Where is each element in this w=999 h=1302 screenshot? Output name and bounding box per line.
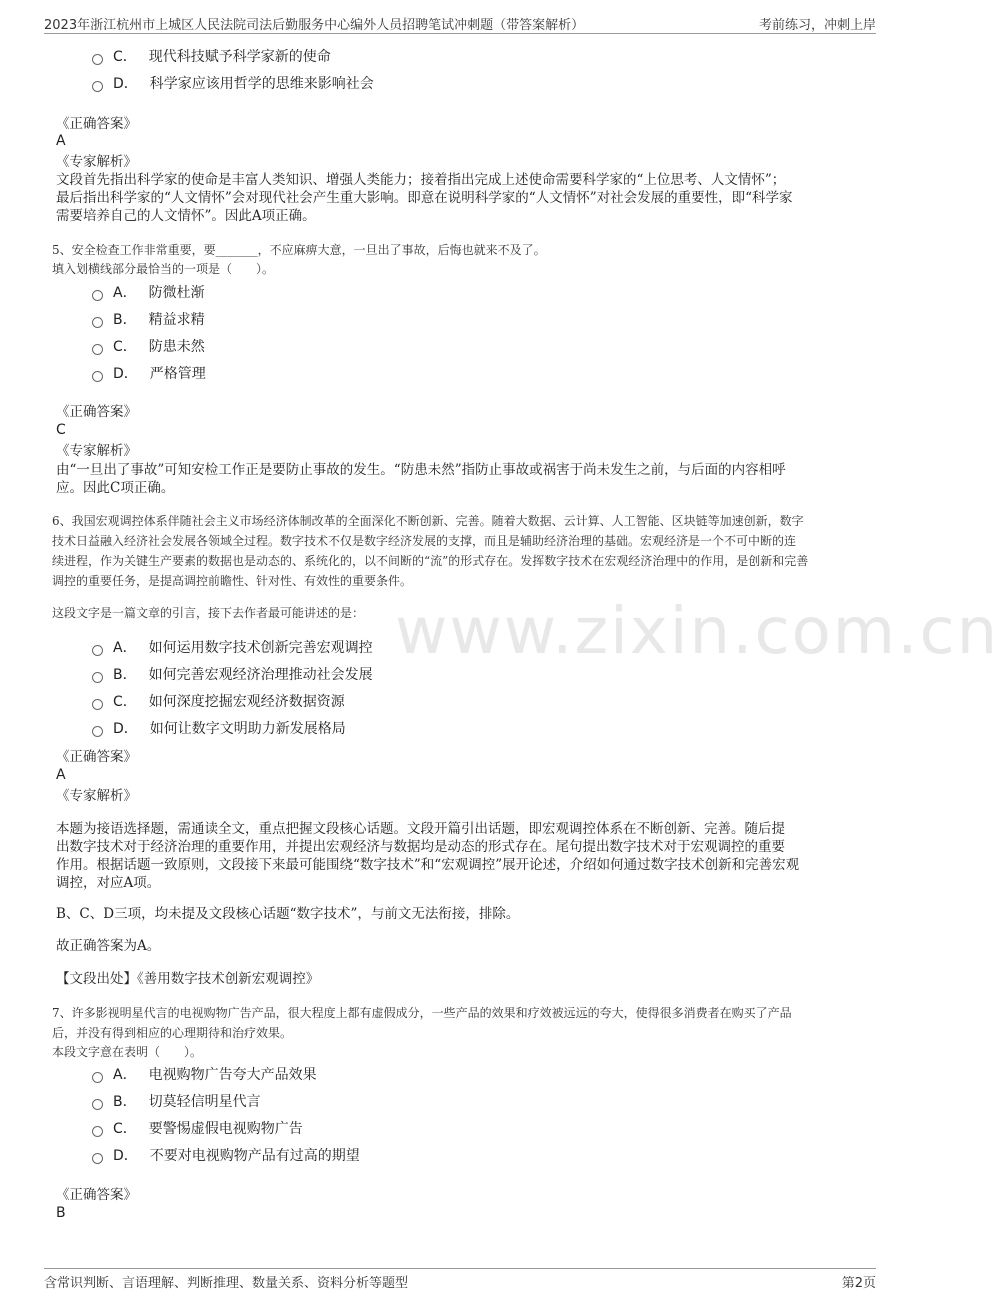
radio-icon[interactable] — [92, 699, 103, 710]
q6-stem-line: 6、我国宏观调控体系伴随社会主义市场经济体制改革的全面深化不断创新、完善。随着大数据、云计算、人工智能、区块链等加速创新，数字 — [52, 514, 804, 528]
q6-analysis-extra: B、C、D三项，均未提及文段核心话题“数字技术”，与前文无法衔接，排除。 — [56, 906, 520, 922]
q6-prompt: 这段文字是一篇文章的引言，接下去作者最可能讲述的是： — [52, 606, 365, 620]
page-number: 第2页 — [841, 1276, 876, 1291]
q4-answer-heading: 《正确答案》 — [56, 116, 137, 132]
q5-analysis-line: 应。因此C项正确。 — [56, 480, 175, 496]
radio-icon[interactable] — [92, 726, 103, 737]
q4-analysis-line: 最后指出科学家的“人文情怀”会对现代社会产生重大影响。即意在说明科学家的“人文情怀”对社会发展的重要性，即“科学家 — [56, 190, 793, 206]
radio-icon[interactable] — [92, 344, 103, 355]
radio-icon[interactable] — [92, 672, 103, 683]
q7-stem-line: 后，并没有得到相应的心理期待和治疗效果。 — [52, 1026, 293, 1040]
q6-analysis-line: 作用。根据话题一致原则，文段接下来最可能围绕“数字技术”和“宏观调控”展开论述，介绍如何通过数字技术创新和完善宏观 — [56, 857, 800, 873]
q5-option-d[interactable]: D． 严格管理 — [92, 363, 206, 383]
page-footer-note: 含常识判断、言语理解、判断推理、数量关系、资料分析等题型 — [44, 1276, 409, 1291]
radio-icon[interactable] — [92, 645, 103, 656]
q5-option-a[interactable]: A． 防微杜渐 — [92, 282, 205, 302]
radio-icon[interactable] — [92, 54, 103, 65]
q5-analysis-line: 由“一旦出了事故”可知安检工作正是要防止事故的发生。“防患未然”指防止事故或祸害于尚未发生之前，与后面的内容相呼 — [56, 462, 786, 478]
q5-prompt: 填入划横线部分最恰当的一项是（ ）。 — [52, 262, 275, 276]
watermark: www.zixin.com.cn — [395, 595, 999, 669]
q5-option-b[interactable]: B． 精益求精 — [92, 309, 205, 329]
q5-stem: 5、安全检查工作非常重要，要_______，不应麻痹大意，一旦出了事故，后悔也就来不及了。 — [52, 243, 546, 257]
q6-analysis-heading: 《专家解析》 — [56, 788, 137, 804]
q6-stem-line: 技术日益融入经济社会发展各领域全过程。数字技术不仅是数字经济发展的支撑，而且是辅助经济治理的基础。宏观经济是一个不可中断的连 — [52, 534, 797, 548]
page-header-title: 2023年浙江杭州市上城区人民法院司法后勤服务中心编外人员招聘笔试冲刺题（带答案解析） — [44, 18, 585, 33]
q5-analysis-heading: 《专家解析》 — [56, 443, 137, 459]
q6-analysis-line: 调控，对应A项。 — [56, 875, 161, 891]
q6-answer: A — [56, 767, 66, 783]
radio-icon[interactable] — [92, 317, 103, 328]
q4-analysis-heading: 《专家解析》 — [56, 154, 137, 170]
q6-option-a[interactable]: A． 如何运用数字技术创新完善宏观调控 — [92, 637, 373, 657]
q7-answer: B — [56, 1205, 66, 1221]
q4-answer: A — [56, 133, 66, 149]
radio-icon[interactable] — [92, 371, 103, 382]
q6-option-b[interactable]: B． 如何完善宏观经济治理推动社会发展 — [92, 664, 373, 684]
q7-option-d[interactable]: D． 不要对电视购物产品有过高的期望 — [92, 1145, 360, 1165]
header-divider — [44, 33, 876, 34]
q7-option-c[interactable]: C． 要警惕虚假电视购物广告 — [92, 1118, 303, 1138]
q6-stem-line: 调控的重要任务，是提高调控前瞻性、针对性、有效性的重要条件。 — [52, 574, 413, 588]
footer-divider — [44, 1268, 876, 1269]
radio-icon[interactable] — [92, 1099, 103, 1110]
q4-analysis-line: 需要培养自己的人文情怀”。因此A项正确。 — [56, 208, 316, 224]
q7-option-a[interactable]: A． 电视购物广告夸大产品效果 — [92, 1064, 317, 1084]
q5-option-c[interactable]: C． 防患未然 — [92, 336, 205, 356]
q7-option-b[interactable]: B． 切莫轻信明星代言 — [92, 1091, 261, 1111]
q6-option-c[interactable]: C． 如何深度挖掘宏观经济数据资源 — [92, 691, 345, 711]
radio-icon[interactable] — [92, 1126, 103, 1137]
q7-answer-heading: 《正确答案》 — [56, 1187, 137, 1203]
q6-answer-heading: 《正确答案》 — [56, 749, 137, 765]
radio-icon[interactable] — [92, 81, 103, 92]
page-header-slogan: 考前练习，冲刺上岸 — [758, 18, 876, 33]
q5-answer-heading: 《正确答案》 — [56, 404, 137, 420]
q4-option-d[interactable]: D． 科学家应该用哲学的思维来影响社会 — [92, 73, 374, 93]
radio-icon[interactable] — [92, 1153, 103, 1164]
q6-conclusion: 故正确答案为A。 — [56, 938, 161, 954]
radio-icon[interactable] — [92, 290, 103, 301]
q6-source: 【文段出处】《善用数字技术创新宏观调控》 — [56, 971, 320, 987]
q5-answer: C — [56, 422, 66, 438]
q4-option-c[interactable]: C． 现代科技赋予科学家新的使命 — [92, 46, 331, 66]
q7-stem-line: 7、许多影视明星代言的电视购物广告产品，很大程度上都有虚假成分，一些产品的效果和疗效被远远的夸大，使得很多消费者在购买了产品 — [52, 1006, 792, 1020]
q6-option-d[interactable]: D． 如何让数字文明助力新发展格局 — [92, 718, 346, 738]
q6-analysis-line: 本题为接语选择题，需通读全文，重点把握文段核心话题。文段开篇引出话题，即宏观调控体系在不断创新、完善。随后提 — [56, 821, 785, 837]
q6-analysis-line: 出数字技术对于经济治理的重要作用，并提出宏观经济与数据均是动态的形式存在。尾句提出数字技术对于宏观调控的重要 — [56, 839, 785, 855]
radio-icon[interactable] — [92, 1072, 103, 1083]
q4-analysis-line: 文段首先指出科学家的使命是丰富人类知识、增强人类能力；接着指出完成上述使命需要科学家的“上位思考、人文情怀”； — [56, 172, 786, 188]
q6-stem-line: 续进程，作为关键生产要素的数据也是动态的、系统化的，以不间断的“流”的形式存在。发挥数字技术在宏观经济治理中的作用，是创新和完善 — [52, 554, 809, 568]
q7-prompt: 本段文字意在表明（ ）。 — [52, 1045, 203, 1059]
